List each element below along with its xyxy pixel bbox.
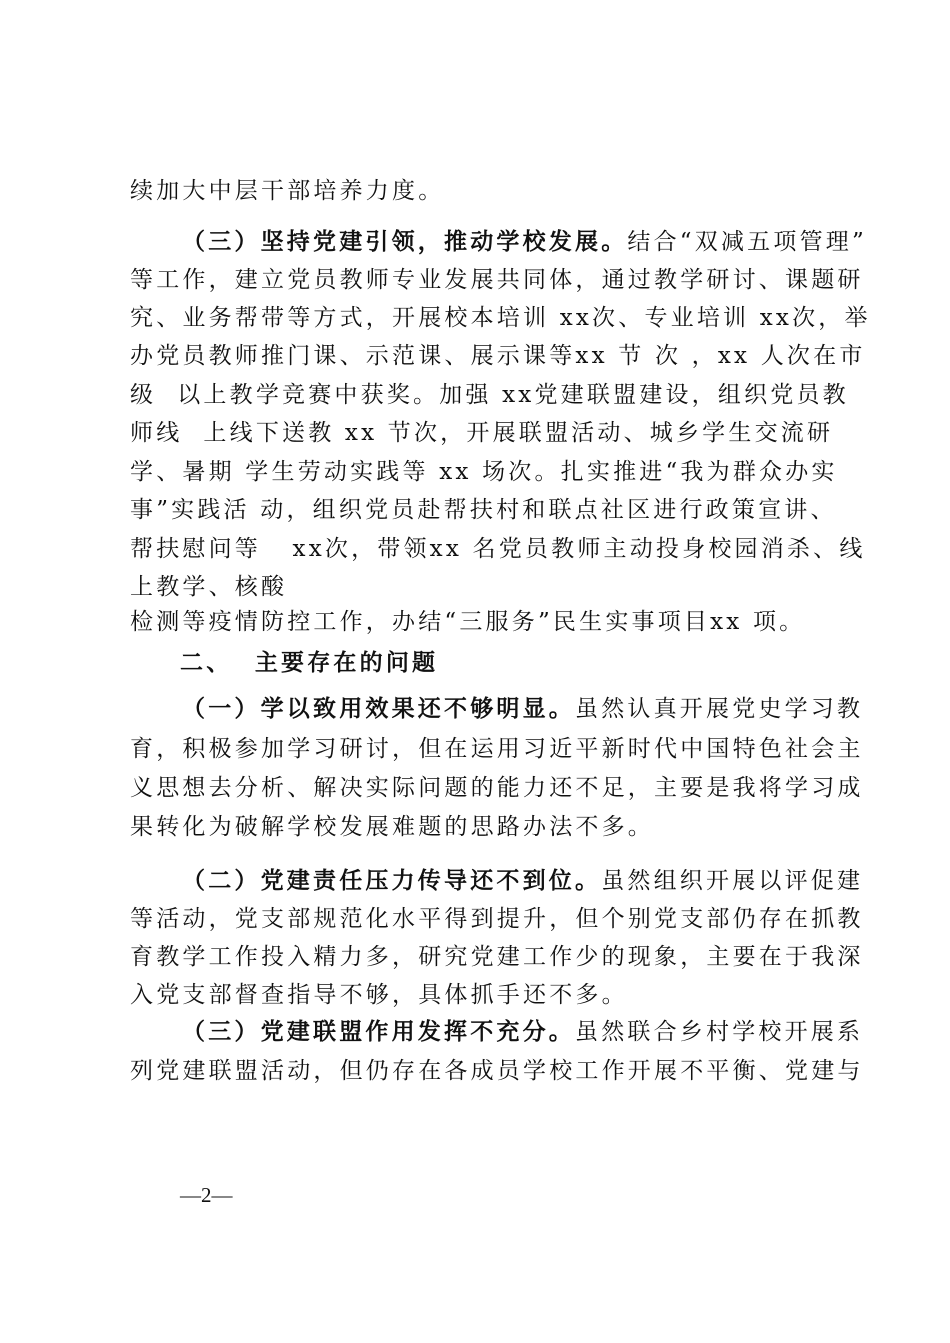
paragraph-line: 检测等疫情防控工作，办结“三服务”民生实事项目xx 项。	[130, 609, 806, 635]
paragraph-line: 办党员教师推门课、示范课、展示课等xx 节 次 ，xx 人次在市	[130, 343, 866, 369]
section-three-heading-line: （三）坚持党建引领，推动学校发展。结合“双减五项管理”	[182, 228, 867, 255]
paragraph-line: 级 以上教学竞赛中获奖。加强 xx党建联盟建设，组织党员教	[130, 382, 849, 408]
paragraph-line: 上教学、核酸	[130, 574, 288, 600]
section-lead: （三）坚持党建引领，推动学校发展。	[182, 228, 628, 255]
section-lead: （三）党建联盟作用发挥不充分。	[182, 1018, 575, 1045]
paragraph-line: 义思想去分析、解决实际问题的能力还不足，主要是我将学习成	[130, 775, 864, 801]
paragraph-line: 续加大中层干部培养力度。	[130, 178, 445, 204]
section-heading-two: 二、 主要存在的问题	[180, 649, 439, 676]
paragraph-line: 事”实践活 动，组织党员赴帮扶村和联点社区进行政策宣讲、	[130, 497, 837, 523]
paragraph-line: 育教学工作投入精力多，研究党建工作少的现象，主要在于我深	[130, 944, 864, 970]
paragraph-line: 入党支部督查指导不够，具体抓手还不多。	[130, 982, 628, 1008]
paragraph-line: 学、暑期 学生劳动实践等 xx 场次。扎实推进“我为群众办实	[130, 459, 838, 485]
problem-two-heading-line: （二）党建责任压力传导还不到位。虽然组织开展以评促建	[182, 867, 864, 894]
paragraph-line: 列党建联盟活动，但仍存在各成员学校工作开展不平衡、党建与	[130, 1058, 864, 1084]
paragraph-line: 师线 上线下送教 xx 节次，开展联盟活动、城乡学生交流研	[130, 420, 834, 446]
paragraph-line: 果转化为破解学校发展难题的思路办法不多。	[130, 814, 654, 840]
section-lead: （一）学以致用效果还不够明显。	[182, 695, 575, 722]
problem-three-heading-line: （三）党建联盟作用发挥不充分。虽然联合乡村学校开展系	[182, 1018, 864, 1045]
paragraph-line: 育，积极参加学习研讨，但在运用习近平新时代中国特色社会主	[130, 736, 864, 762]
paragraph-line: 帮扶慰问等 xx次，带领xx 名党员教师主动投身校园消杀、线	[130, 536, 866, 562]
section-lead: （二）党建责任压力传导还不到位。	[182, 867, 602, 894]
problem-one-heading-line: （一）学以致用效果还不够明显。虽然认真开展党史学习教	[182, 695, 864, 722]
paragraph-line: 究、业务帮带等方式，开展校本培训 xx次、专业培训 xx次，举	[130, 305, 871, 331]
paragraph-line: 等工作，建立党员教师专业发展共同体，通过教学研讨、课题研	[130, 267, 864, 293]
paragraph-line: 等活动，党支部规范化水平得到提升，但个别党支部仍存在抓教	[130, 906, 864, 932]
page-number: —2—	[180, 1183, 233, 1207]
